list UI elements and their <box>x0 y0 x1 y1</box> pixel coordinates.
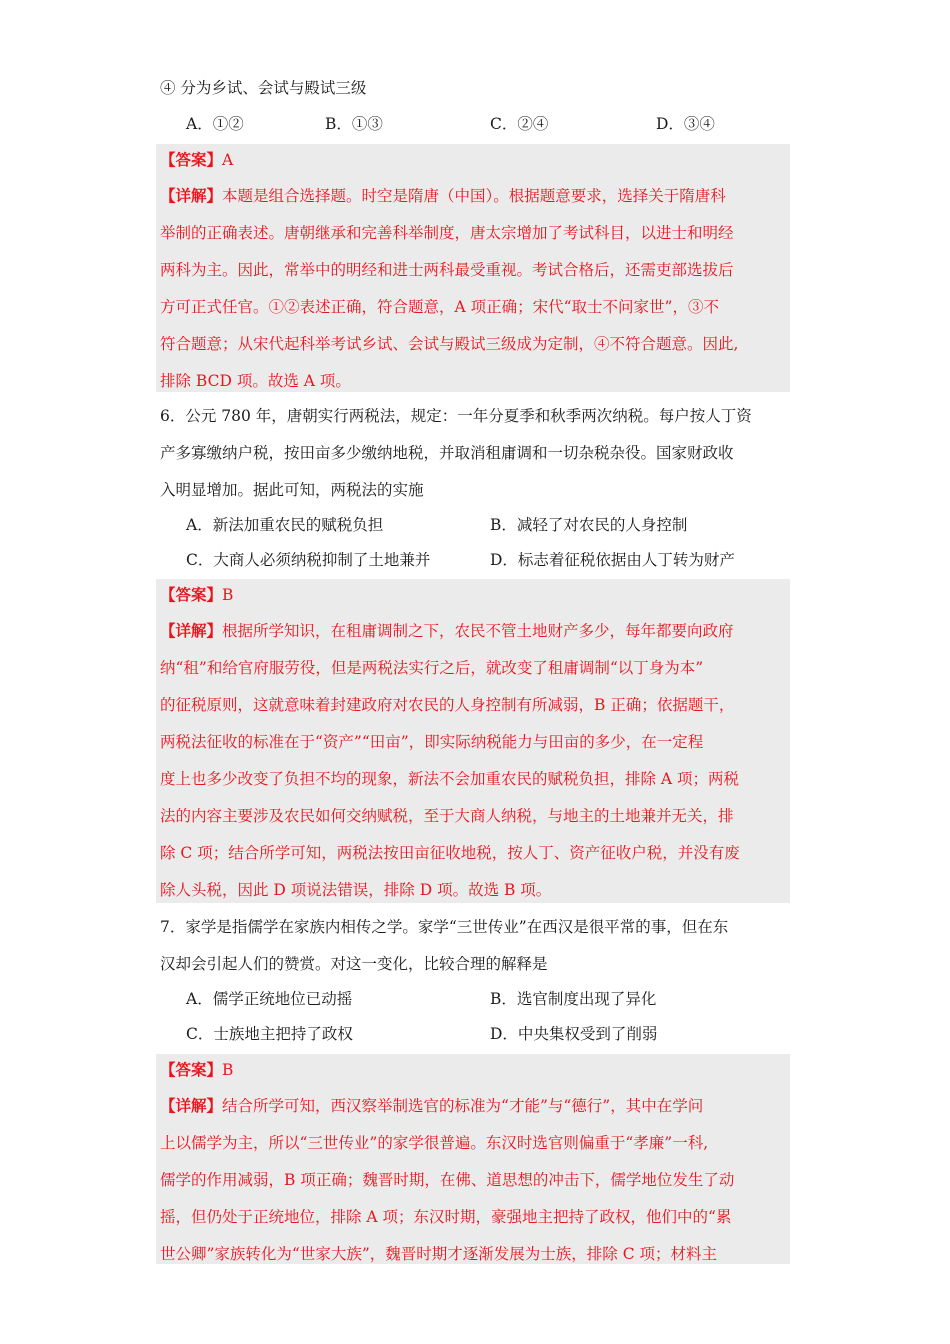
q5-detail-line: 排除 BCD 项。故选 A 项。 <box>160 372 351 390</box>
answer-value: A <box>222 151 234 169</box>
q6-detail-line: 纳“租”和给官府服劳役，但是两税法实行之后，就改变了租庸调制“以丁身为本” <box>160 659 704 677</box>
q5-option-b: B．①③ <box>325 115 383 133</box>
q6-detail-line: 度上也多少改变了负担不均的现象，新法不会加重农民的赋税负担，排除 A 项；两税 <box>160 770 740 788</box>
q5-option-d: D．③④ <box>656 115 715 133</box>
q6-detail-line <box>160 621 734 641</box>
q5-detail-line: 符合题意；从宋代起科举考试乡试、会试与殿试三级成为定制，④不符合题意。因此, <box>160 335 739 353</box>
q7-detail-line: 儒学的作用减弱，B 项正确；魏晋时期，在佛、道思想的冲击下，儒学地位发生了动 <box>160 1171 735 1189</box>
q6-detail-line: 法的内容主要涉及农民如何交纳赋税，至于大商人纳税，与地主的土地兼并无关，排 <box>160 807 734 825</box>
q7-detail-line: 世公卿”家族转化为“世家大族”，魏晋时期才逐渐发展为士族，排除 C 项；材料主 <box>160 1245 717 1263</box>
q7-stem-line: 7．家学是指儒学在家族内相传之学。家学“三世传业”在西汉是很平常的事，但在东 <box>160 918 729 936</box>
detail-tag: 【详解】 <box>160 621 223 640</box>
q7-stem-line: 汉却会引起人们的赞赏。对这一变化，比较合理的解释是 <box>160 955 548 973</box>
q7-option-b: B．选官制度出现了异化 <box>490 990 657 1008</box>
q7-answer-box <box>156 1054 790 1264</box>
q6-option-a: A．新法加重农民的赋税负担 <box>186 516 384 534</box>
q7-detail-line: 上以儒学为主，所以“三世传业”的家学很普遍。东汉时选官则偏重于“孝廉”一科, <box>160 1134 709 1152</box>
detail-tag: 【详解】 <box>160 1096 223 1115</box>
q7-detail-line <box>160 1096 703 1116</box>
q5-item-4: ④ 分为乡试、会试与殿试三级 <box>160 79 367 97</box>
answer-tag: 【答案】 <box>160 585 223 604</box>
q6-detail-line: 两税法征收的标准在于“资产”“田亩”，即实际纳税能力与田亩的多少，在一定程 <box>160 733 704 751</box>
q5-option-c: C．②④ <box>490 115 549 133</box>
answer-value: B <box>222 586 234 604</box>
q6-option-b: B．减轻了对农民的人身控制 <box>490 516 688 534</box>
q7-option-d: D．中央集权受到了削弱 <box>490 1025 658 1043</box>
answer-value: B <box>222 1061 234 1079</box>
q5-detail-line: 方可正式任官。①②表述正确，符合题意，A 项正确；宋代“取士不问家世”，③不 <box>160 298 719 316</box>
q7-answer-line <box>160 1060 233 1080</box>
q5-detail-line: 举制的正确表述。唐朝继承和完善科举制度，唐太宗增加了考试科目，以进士和明经 <box>160 224 734 242</box>
q6-detail-line: 的征税原则，这就意味着封建政府对农民的人身控制有所减弱，B 正确；依据题干， <box>160 696 735 714</box>
q5-answer-line <box>160 150 233 170</box>
q6-detail-line: 除人头税，因此 D 项说法错误，排除 D 项。故选 B 项。 <box>160 881 552 899</box>
q6-answer-line <box>160 585 233 605</box>
q7-option-c: C．士族地主把持了政权 <box>186 1025 353 1043</box>
q6-detail-line: 除 C 项；结合所学可知，两税法按田亩征收地税，按人丁、资产征收户税，并没有废 <box>160 844 740 862</box>
q7-detail-line: 摇，但仍处于正统地位，排除 A 项；东汉时期，豪强地主把持了政权，他们中的“累 <box>160 1208 732 1226</box>
q6-option-c: C．大商人必须纳税抑制了土地兼并 <box>186 551 431 569</box>
detail-tag: 【详解】 <box>160 186 223 205</box>
answer-tag: 【答案】 <box>160 1060 223 1079</box>
q5-detail-line <box>160 186 726 206</box>
q6-stem-line: 产多寡缴纳户税，按田亩多少缴纳地税，并取消租庸调和一切杂税杂役。国家财政收 <box>160 444 734 462</box>
answer-tag: 【答案】 <box>160 150 223 169</box>
q5-option-a: A．①② <box>186 115 244 133</box>
q5-detail-line: 两科为主。因此，常举中的明经和进士两科最受重视。考试合格后，还需吏部选拔后 <box>160 261 734 279</box>
detail-text: 本题是组合选择题。时空是隋唐（中国）。根据题意要求，选择关于隋唐科 <box>222 187 726 205</box>
detail-text: 根据所学知识，在租庸调制之下，农民不管土地财产多少，每年都要向政府 <box>222 622 734 640</box>
detail-text: 结合所学可知，西汉察举制选官的标准为“才能”与“德行”，其中在学问 <box>222 1097 704 1115</box>
q7-option-a: A．儒学正统地位已动摇 <box>186 990 353 1008</box>
q6-stem-line: 入明显增加。据此可知，两税法的实施 <box>160 481 424 499</box>
q6-option-d: D．标志着征税依据由人丁转为财产 <box>490 551 735 569</box>
q6-stem-line: 6．公元 780 年，唐朝实行两税法，规定：一年分夏季和秋季两次纳税。每户按人丁资 <box>160 407 752 425</box>
